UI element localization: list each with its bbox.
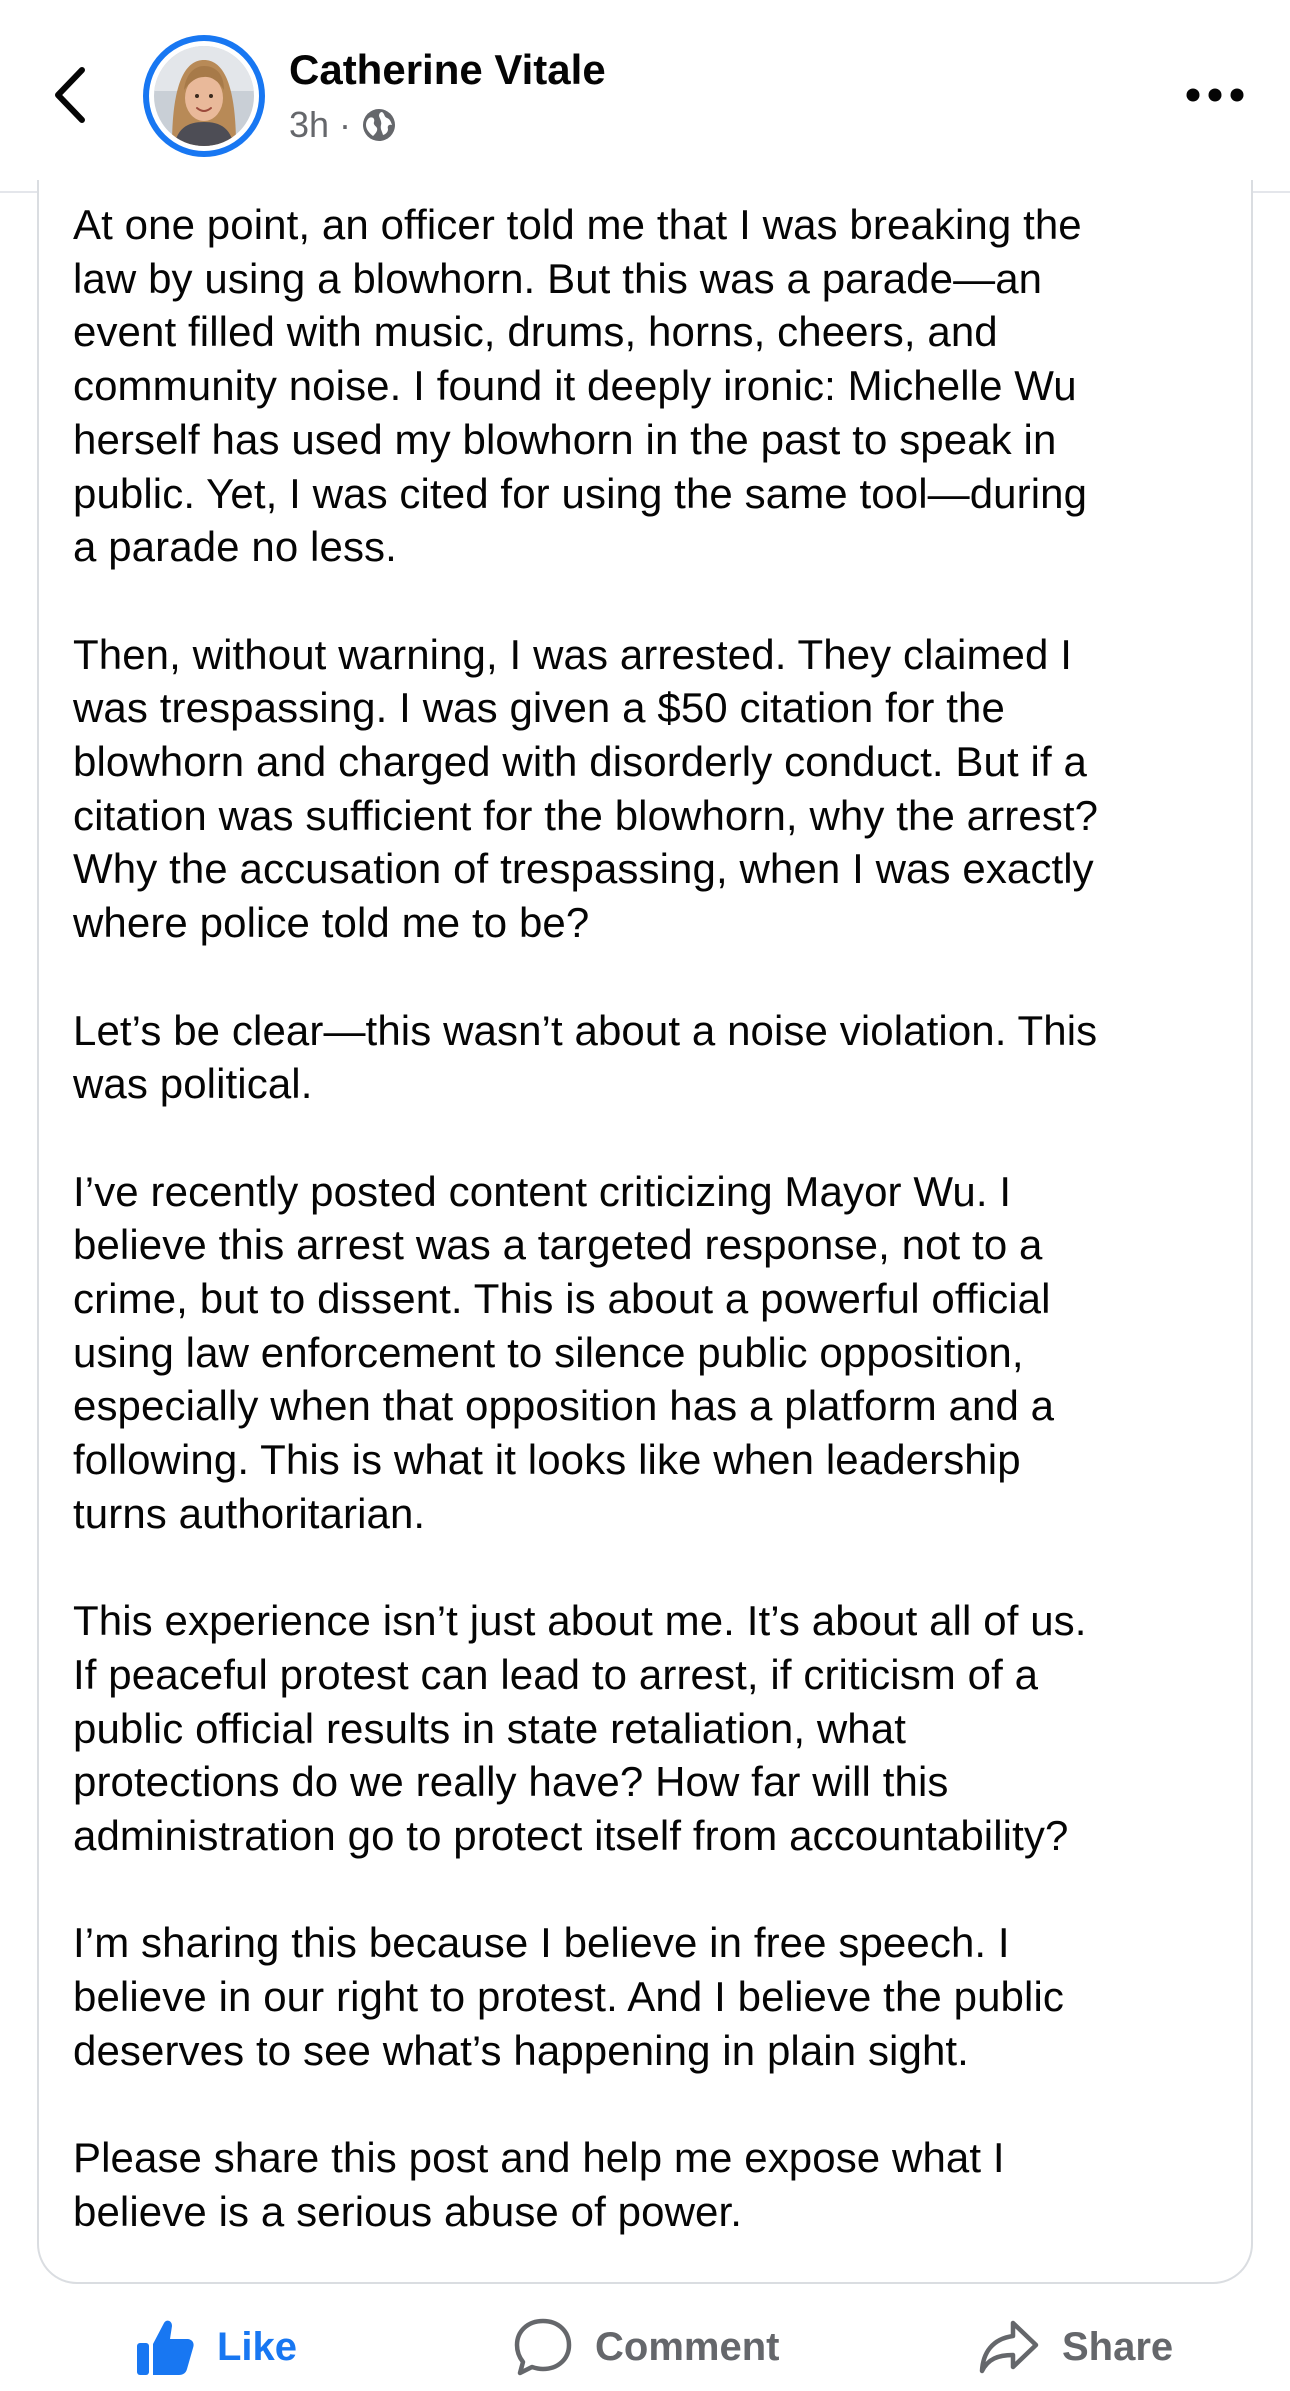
post-paragraph: Then, without warning, I was arrested. They claimed I was trespassing. I was given a $50 citation for the blowhorn and charged with disorderly conduct. But if a citation was sufficient for the blowhorn, why the arrest? Why the accusation of trespassing, when I was exactly where police told me to be? bbox=[73, 630, 1099, 947]
post-paragraph: Let’s be clear—this wasn’t about a noise violation. This was political. bbox=[73, 1006, 1098, 1108]
share-label: Share bbox=[1062, 2324, 1174, 2369]
post-paragraph: This experience isn’t just about me. It’s about all of us. If peaceful protest can lead to arrest, if criticism of a public official results in state retaliation, what protections do we really have? How far will this administration go to protect itself from accountability? bbox=[73, 1597, 1087, 1860]
avatar-photo bbox=[154, 46, 254, 146]
share-button[interactable] bbox=[978, 2312, 1173, 2382]
comment-button[interactable] bbox=[513, 2312, 779, 2382]
post-timestamp[interactable]: 3h bbox=[289, 104, 330, 145]
post-body bbox=[73, 198, 1253, 2239]
post-paragraph: At one point, an officer told me that I was breaking the law by using a blowhorn. But this was a parade—an event filled with music, drums, horns, cheers, and community noise. I found it deeply ironic: Michelle Wu herself has used my blowhorn in the past to speak in public. Yet, I was cited for using the same tool—during a parade no less. bbox=[73, 201, 1088, 571]
avatar[interactable] bbox=[143, 35, 265, 157]
more-options-button[interactable] bbox=[1180, 70, 1250, 120]
chevron-left-icon bbox=[50, 64, 90, 126]
thumbs-up-icon bbox=[135, 2317, 195, 2377]
globe-icon bbox=[361, 107, 397, 143]
back-button[interactable] bbox=[40, 60, 100, 130]
comment-label: Comment bbox=[595, 2324, 780, 2369]
comment-bubble-icon bbox=[513, 2317, 573, 2377]
like-button[interactable] bbox=[135, 2312, 297, 2382]
post-action-bar bbox=[0, 2300, 1290, 2391]
share-arrow-icon bbox=[978, 2319, 1040, 2375]
post-meta bbox=[289, 104, 397, 146]
more-horizontal-icon bbox=[1185, 87, 1245, 103]
post-paragraph: I’m sharing this because I believe in free speech. I believe in our right to protest. And I believe the public deserves to see what’s happening in plain sight. bbox=[73, 1919, 1064, 2074]
meta-separator: · bbox=[339, 104, 352, 145]
author-name[interactable]: Catherine Vitale bbox=[289, 46, 606, 93]
post-header bbox=[0, 0, 1290, 193]
like-label: Like bbox=[217, 2324, 298, 2369]
post-paragraph: I’ve recently posted content criticizing Mayor Wu. I believe this arrest was a targeted response, not to a crime, but to dissent. This is about a powerful official using law enforcement to silence public opposition, especially when that opposition has a platform and a following. This is what it looks like when leadership turns authoritarian. bbox=[73, 1167, 1055, 1537]
post-paragraph: Please share this post and help me expose what I believe is a serious abuse of power. bbox=[73, 2134, 1005, 2235]
